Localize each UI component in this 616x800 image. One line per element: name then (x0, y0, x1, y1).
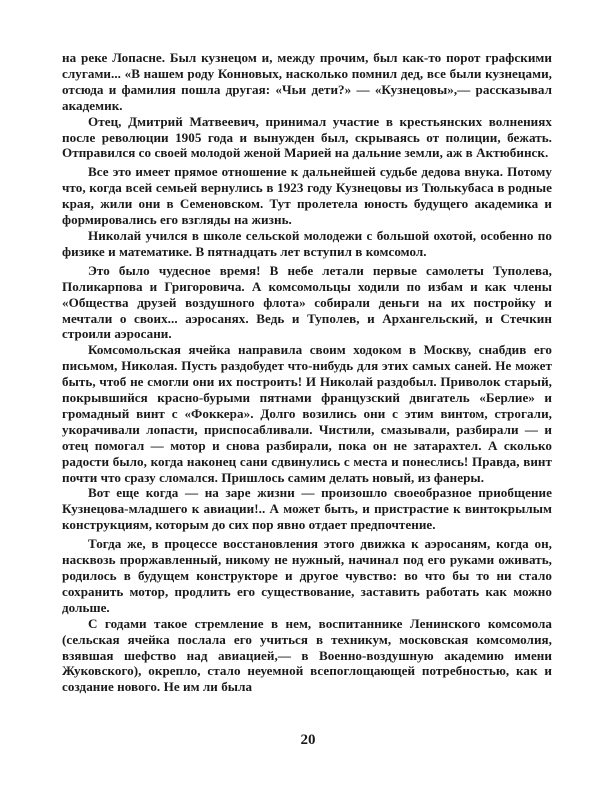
paragraph-1: на реке Лопасне. Был кузнецом и, между прочим, был как-то порот графскими слугами... «В нашем роду Конновых, насколько помнил дед, все были кузнецами, отсюда и фамилия пошла другая: «Чьи дети?» — «Кузнецовы»,— рассказывал академик. (62, 50, 552, 113)
paragraph-9: С годами такое стремление в нем, воспитаннике Ленинского комсомола (сельская ячейка послала его учиться в техникум, московская комсомолия, взявшая шефство над авиацией,— в Военно-воздушную академию имени Жуковского), окрепло, стало неуемной всепоглощающей потребностью, как и создание нового. Не им ли была (62, 615, 552, 695)
paragraph-6: Комсомольская ячейка направила своим ходоком в Москву, снабдив его письмом, Николая. Пусть раздобудет что-нибудь для этих самых саней. Не может быть, чтоб не смогли они их построить! И Николай раздобыл. Приволок старый, покрывшийся красно-бурыми пятнами французский двигатель «Берлие» и громадный винт с «Фоккера». Долго возились они с этим винтом, строгали, укорачивали лопасти, приспосабливали. Чистили, смазывали, разбирали — и отец помогал — мотор и снова разбирали, пока он не затарахтел. А сколько радости было, когда наконец сани сдвинулись с места и понеслись! Правда, винт почти что сразу сломался. Пришлось самим делать новый, из фанеры. (62, 342, 552, 485)
paragraph-4: Николай учился в школе сельской молодежи с большой охотой, особенно по физике и математике. В пятнадцать лет вступил в комсомол. (62, 227, 552, 259)
paragraph-8: Тогда же, в процессе восстановления этого движка к аэросаням, когда он, насквозь проржавленный, никому не нужный, начинал под его руками оживать, родилось в будущем конструкторе и другое чувство: во что бы то ни стало сохранить мотор, продлить его существование, заставить работать как можно дольше. (62, 536, 552, 615)
paragraph-3: Все это имеет прямое отношение к дальнейшей судьбе дедова внука. Потому что, когда всей семьей вернулись в 1923 году Кузнецовы из Тюлькубаса в родные края, жили они в Семеновском. Тут пролетела юность будущего академика и формировались его взгляды на жизнь. (62, 164, 552, 228)
page-number: 20 (300, 732, 316, 748)
page-body (62, 50, 552, 695)
paragraph-7: Вот еще когда — на заре жизни — произошло своеобразное приобщение Кузнецова-младшего к авиации!.. А может быть, и пристрастие к винтокрылым конструкциям, которым до сих пор явно отдает предпочтение. (62, 485, 552, 533)
paragraph-5: Это было чудесное время! В небе летали первые самолеты Туполева, Поликарпова и Григоровича. А комсомольцы ходили по избам и как члены «Общества друзей воздушного флота» собирали деньги на их постройку и мечтали о своих... аэросанях. Ведь и Туполев, и Архангельский, и Стечкин строили аэросани. (62, 262, 552, 342)
paragraph-2: Отец, Дмитрий Матвеевич, принимал участие в крестьянских волнениях после революции 1905 года и вынужден был, скрываясь от полиции, бежать. Отправился со своей молодой женой Марией на дальние земли, аж в Актюбинск. (62, 113, 552, 161)
